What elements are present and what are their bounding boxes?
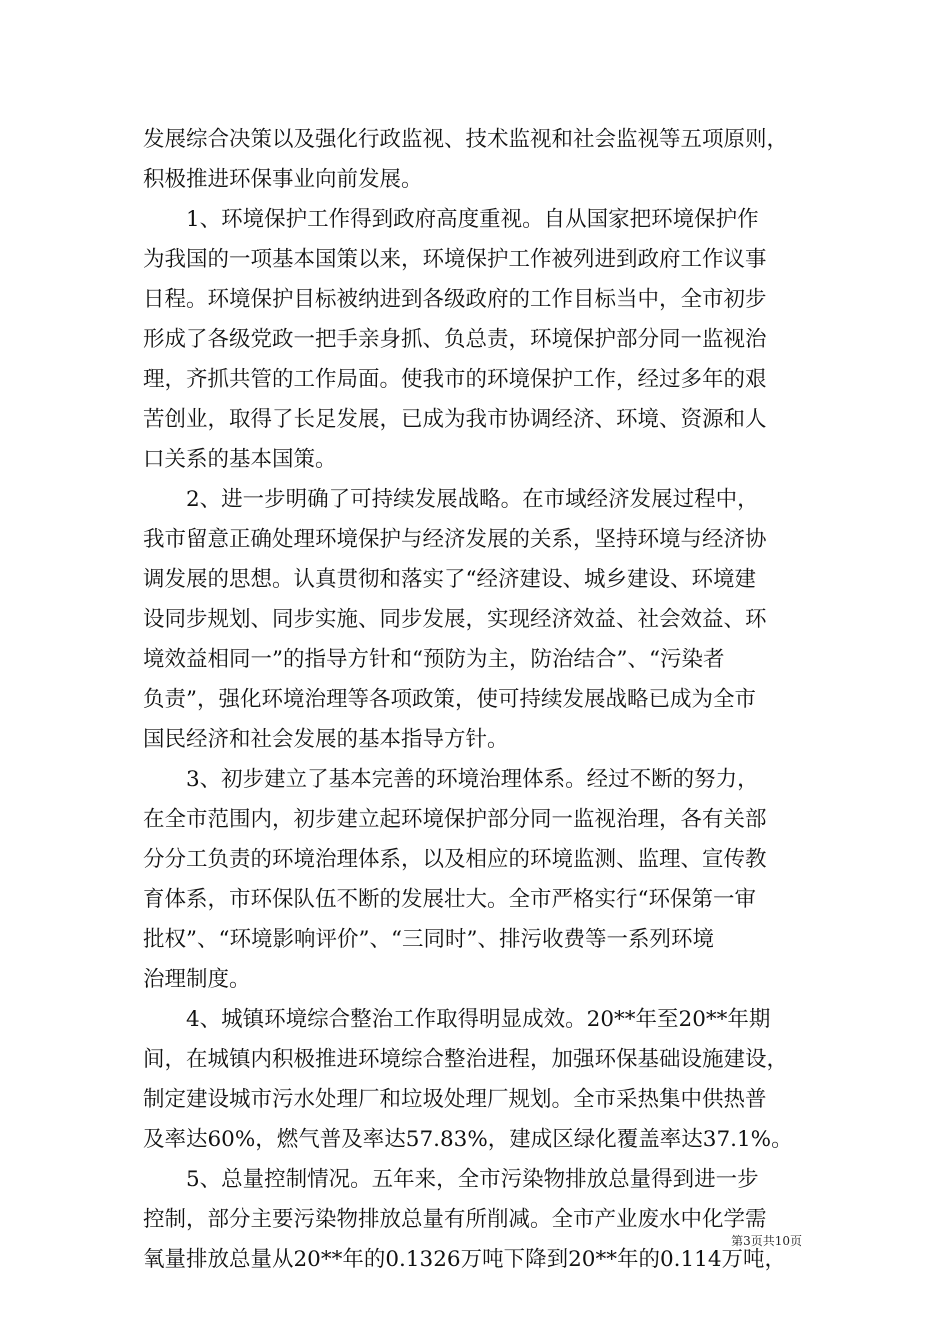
text-line: 负责”，强化环境治理等各项政策，使可持续发展战略已成为全市 <box>143 687 756 712</box>
text-line: 国民经济和社会发展的基本指导方针。 <box>143 727 509 752</box>
body-text <box>143 120 818 1280</box>
text-line: 我市留意正确处理环境保护与经济发展的关系，坚持环境与经济协 <box>143 527 767 552</box>
text-line: 调发展的思想。认真贯彻和落实了“经济建设、城乡建设、环境建 <box>143 567 756 592</box>
text-line: 治理制度。 <box>143 967 251 992</box>
text-line: 发展综合决策以及强化行政监视、技术监视和社会监视等五项原则， <box>143 127 789 152</box>
text-line: 及率达60%，燃气普及率达57.83%，建成区绿化覆盖率达37.1%。 <box>143 1127 793 1152</box>
text-line: 育体系，市环保队伍不断的发展壮大。全市严格实行“环保第一审 <box>143 887 756 912</box>
text-line: 形成了各级党政一把手亲身抓、负总责，环境保护部分同一监视治 <box>143 327 767 352</box>
paragraph-first-line: 1、环境保护工作得到政府高度重视。自从国家把环境保护作 <box>186 207 759 232</box>
text-line: 境效益相同一”的指导方针和“预防为主，防治结合”、“污染者 <box>143 647 725 672</box>
text-line: 积极推进环保事业向前发展。 <box>143 167 423 192</box>
text-line: 制定建设城市污水处理厂和垃圾处理厂规划。全市采热集中供热普 <box>143 1087 767 1112</box>
text-line: 控制，部分主要污染物排放总量有所削减。全市产业废水中化学需 <box>143 1207 767 1232</box>
page-number-footer: 第3页共10页 <box>731 1234 802 1248</box>
paragraph-first-line: 5、总量控制情况。五年来，全市污染物排放总量得到进一步 <box>186 1167 759 1192</box>
paragraph-first-line: 4、城镇环境综合整治工作取得明显成效。20**年至20**年期 <box>186 1007 771 1032</box>
text-line: 口关系的基本国策。 <box>143 447 337 472</box>
text-line: 为我国的一项基本国策以来，环境保护工作被列进到政府工作议事 <box>143 247 767 272</box>
text-line: 理，齐抓共管的工作局面。使我市的环境保护工作，经过多年的艰 <box>143 367 767 392</box>
text-line: 间，在城镇内积极推进环境综合整治进程，加强环保基础设施建设， <box>143 1047 789 1072</box>
text-line: 日程。环境保护目标被纳进到各级政府的工作目标当中，全市初步 <box>143 287 767 312</box>
text-line: 设同步规划、同步实施、同步发展，实现经济效益、社会效益、环 <box>143 607 767 632</box>
text-line: 苦创业，取得了长足发展，已成为我市协调经济、环境、资源和人 <box>143 407 767 432</box>
paragraph-first-line: 3、初步建立了基本完善的环境治理体系。经过不断的努力， <box>186 767 759 792</box>
paragraph-first-line: 2、进一步明确了可持续发展战略。在市域经济发展过程中， <box>186 487 759 512</box>
text-line: 批权”、“环境影响评价”、“三同时”、排污收费等一系列环境 <box>143 927 714 952</box>
text-line: 氧量排放总量从20**年的0.1326万吨下降到20**年的0.114万吨， <box>143 1247 786 1272</box>
text-line: 在全市范围内，初步建立起环境保护部分同一监视治理，各有关部 <box>143 807 767 832</box>
text-line: 分分工负责的环境治理体系，以及相应的环境监测、监理、宣传教 <box>143 847 767 872</box>
